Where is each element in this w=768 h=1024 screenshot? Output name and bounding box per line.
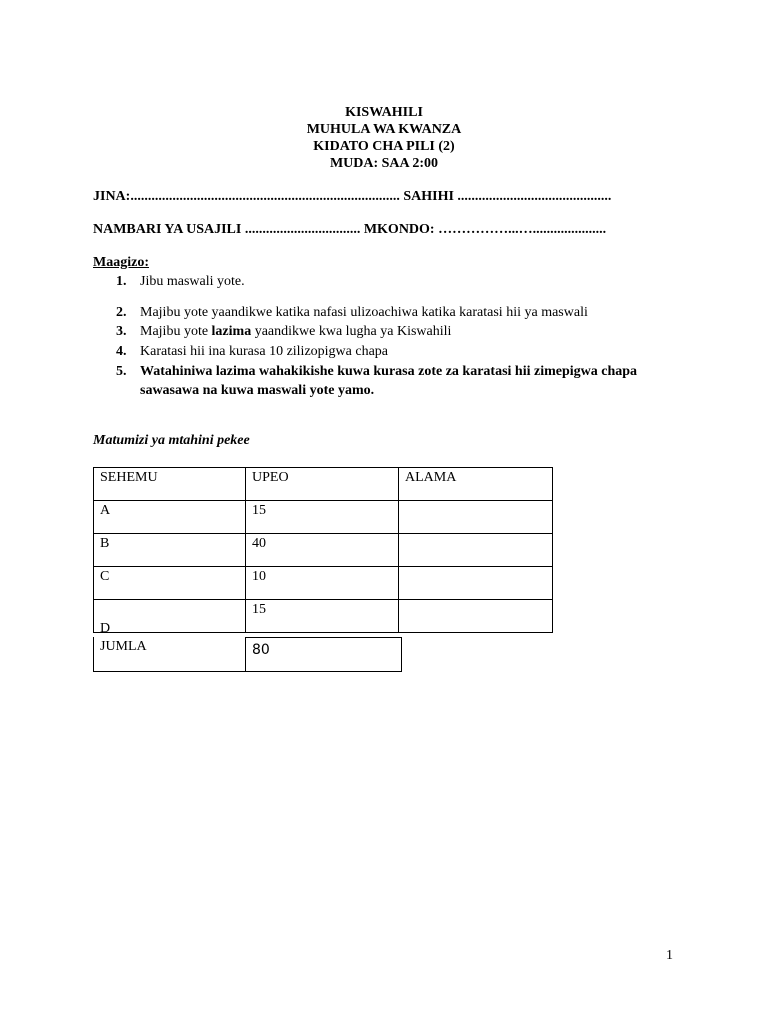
table-row bbox=[94, 534, 553, 567]
section-cell bbox=[94, 600, 246, 633]
section-cell: C bbox=[94, 567, 246, 600]
instruction-item: 5. Watahiniwa lazima wahakikishe kuwa kurasa zote za karatasi hii zimepigwa chapa sawasawa na kuwa maswali yote yamo. bbox=[116, 364, 638, 398]
instruction-item: 3. Majibu yote lazima yaandikwe kwa lugha ya Kiswahili bbox=[116, 324, 452, 339]
class-title: KIDATO CHA PILI (2) bbox=[313, 139, 455, 154]
total-value-cell: 80 bbox=[245, 637, 402, 672]
registration-stream-line: NAMBARI YA USAJILI ................................. MKONDO: ……………...…..................... bbox=[93, 222, 607, 237]
section-cell: B bbox=[94, 534, 246, 567]
instruction-item: 1. Jibu maswali yote. bbox=[116, 274, 245, 289]
instructions-title: Maagizo: bbox=[93, 255, 149, 270]
instruction-item: 4. Karatasi hii ina kurasa 10 zilizopigwa chapa bbox=[116, 344, 389, 359]
table-row bbox=[94, 600, 553, 633]
max-score-cell: 15 bbox=[246, 501, 399, 534]
score-cell[interactable] bbox=[399, 501, 553, 534]
table-header-cell: SEHEMU bbox=[94, 468, 246, 501]
score-cell[interactable] bbox=[399, 600, 553, 633]
total-label-cell: JUMLA bbox=[93, 637, 246, 672]
section-cell: A bbox=[94, 501, 246, 534]
marks-table bbox=[93, 467, 553, 633]
duration-title: MUDA: SAA 2:00 bbox=[329, 156, 439, 171]
max-score-cell: 10 bbox=[246, 567, 399, 600]
examiner-use-label: Matumizi ya mtahini pekee bbox=[93, 433, 250, 448]
page-number: 1 bbox=[666, 948, 673, 963]
table-header-row bbox=[94, 468, 553, 501]
instruction-item: 2. Majibu yote yaandikwe katika nafasi ulizoachiwa katika karatasi hii ya maswali bbox=[116, 305, 588, 320]
score-cell[interactable] bbox=[399, 567, 553, 600]
subject-title: KISWAHILI bbox=[345, 105, 423, 120]
max-score-cell: 15 bbox=[246, 600, 399, 633]
table-header-cell: UPEO bbox=[246, 468, 399, 501]
name-signature-line: JINA:............................................................................. SAHIHI ............................................ bbox=[93, 189, 612, 204]
table-row bbox=[94, 567, 553, 600]
max-score-cell: 40 bbox=[246, 534, 399, 567]
section-d-label: D bbox=[100, 621, 111, 636]
table-header-cell: ALAMA bbox=[399, 468, 553, 501]
term-title: MUHULA WA KWANZA bbox=[306, 122, 462, 137]
table-row bbox=[94, 501, 553, 534]
score-cell[interactable] bbox=[399, 534, 553, 567]
exam-header bbox=[0, 104, 768, 172]
